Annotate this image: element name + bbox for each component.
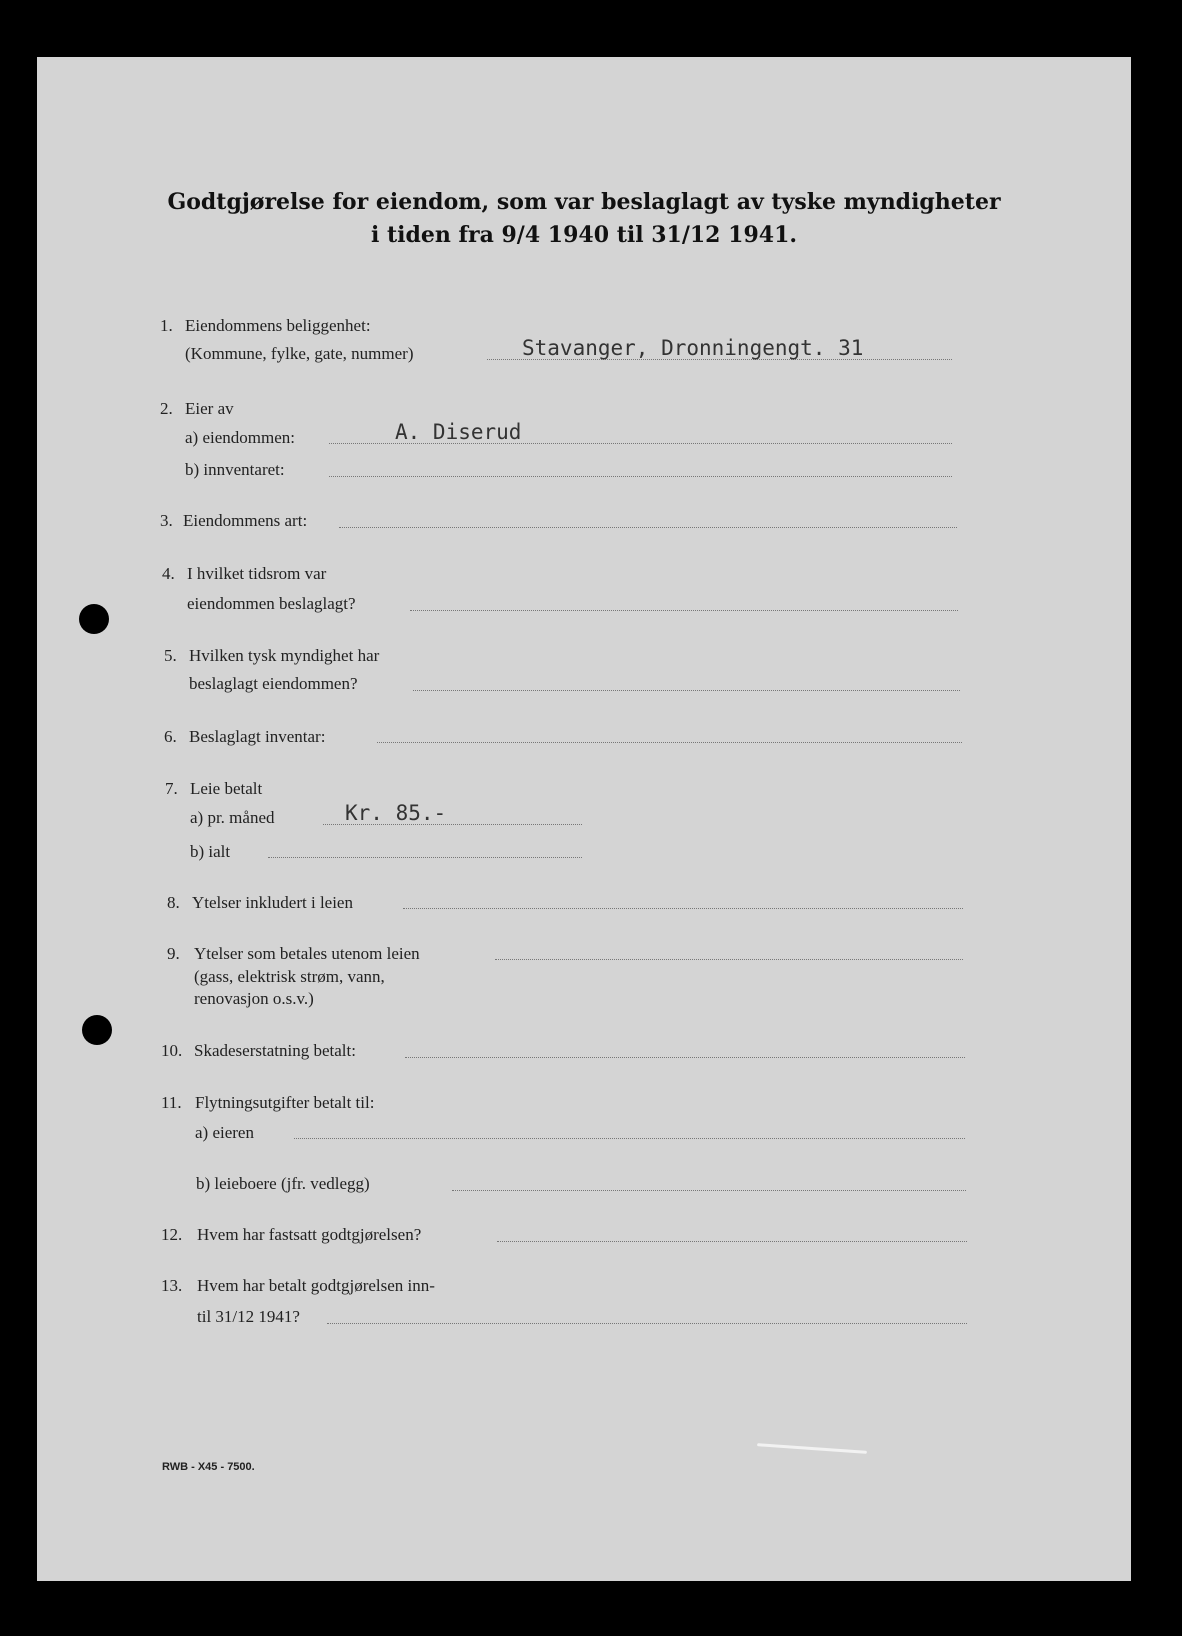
q5-sublabel: beslaglagt eiendommen? — [189, 674, 358, 693]
q10-field-line[interactable] — [405, 1057, 965, 1058]
q9-number: 9. — [167, 944, 180, 963]
q5-number: 5. — [164, 646, 177, 665]
q9-label: Ytelser som betales utenom leien — [194, 944, 420, 963]
q8-field-line[interactable] — [403, 908, 963, 909]
print-code-footer: RWB - X45 - 7500. — [162, 1461, 255, 1473]
q11a-label: a) eieren — [195, 1123, 254, 1142]
q13-label: Hvem har betalt godtgjørelsen inn- — [197, 1276, 435, 1295]
q1-sublabel: (Kommune, fylke, gate, nummer) — [185, 344, 414, 363]
q4-number: 4. — [162, 564, 175, 583]
q8-number: 8. — [167, 893, 180, 912]
q9-sublabel-2: renovasjon o.s.v.) — [194, 989, 314, 1008]
q6-label: Beslaglagt inventar: — [189, 727, 326, 746]
q2a-label: a) eiendommen: — [185, 428, 295, 447]
q6-field-line[interactable] — [377, 742, 962, 743]
punch-hole-upper — [79, 604, 109, 634]
form-title-line2: i tiden fra 9/4 1940 til 31/12 1941. — [370, 222, 798, 248]
paper-scratch-mark — [757, 1443, 867, 1454]
q13-number: 13. — [161, 1276, 183, 1295]
q7a-label: a) pr. måned — [190, 808, 275, 827]
form-title-line1: Godtgjørelse for eiendom, som var beslaglagt av tyske myndigheter — [167, 189, 1001, 215]
q10-number: 10. — [161, 1041, 183, 1060]
q6-number: 6. — [164, 727, 177, 746]
q7-label: Leie betalt — [190, 779, 263, 798]
q13-field-line[interactable] — [327, 1323, 967, 1324]
q8-label: Ytelser inkludert i leien — [192, 893, 353, 912]
q2-label: Eier av — [185, 399, 234, 418]
q11-label: Flytningsutgifter betalt til: — [195, 1093, 375, 1112]
q11b-field-line[interactable] — [452, 1190, 966, 1191]
q12-field-line[interactable] — [497, 1241, 967, 1242]
q4-field-line[interactable] — [410, 610, 958, 611]
q9-field-line[interactable] — [495, 959, 963, 960]
q3-label: Eiendommens art: — [183, 511, 308, 530]
q7b-label: b) ialt — [190, 842, 231, 861]
q12-number: 12. — [161, 1225, 183, 1244]
q11a-field-line[interactable] — [294, 1138, 965, 1139]
q1-number: 1. — [160, 316, 173, 335]
q7b-field-line[interactable] — [268, 857, 582, 858]
q4-label: I hvilket tidsrom var — [187, 564, 327, 583]
q4-sublabel: eiendommen beslaglagt? — [187, 594, 356, 613]
q11-number: 11. — [161, 1093, 182, 1112]
q12-label: Hvem har fastsatt godtgjørelsen? — [197, 1225, 422, 1244]
q7a-typed-value: Kr. 85.- — [345, 801, 447, 825]
form-page — [37, 57, 1131, 1581]
q2b-label: b) innventaret: — [185, 460, 285, 479]
q2b-field-line[interactable] — [329, 476, 952, 477]
q3-field-line[interactable] — [339, 527, 957, 528]
q3-number: 3. — [160, 511, 173, 530]
punch-hole-lower — [82, 1015, 112, 1045]
q13-sublabel: til 31/12 1941? — [197, 1307, 300, 1326]
q5-label: Hvilken tysk myndighet har — [189, 646, 380, 665]
q11b-label: b) leieboere (jfr. vedlegg) — [196, 1174, 370, 1193]
q1-label: Eiendommens beliggenhet: — [185, 316, 371, 335]
q9-sublabel-1: (gass, elektrisk strøm, vann, — [194, 967, 385, 986]
q7-number: 7. — [165, 779, 178, 798]
q10-label: Skadeserstatning betalt: — [194, 1041, 356, 1060]
q5-field-line[interactable] — [413, 690, 960, 691]
q1-typed-value: Stavanger, Dronningengt. 31 — [522, 336, 864, 360]
q2a-typed-value: A. Diserud — [395, 420, 522, 444]
q2-number: 2. — [160, 399, 173, 418]
